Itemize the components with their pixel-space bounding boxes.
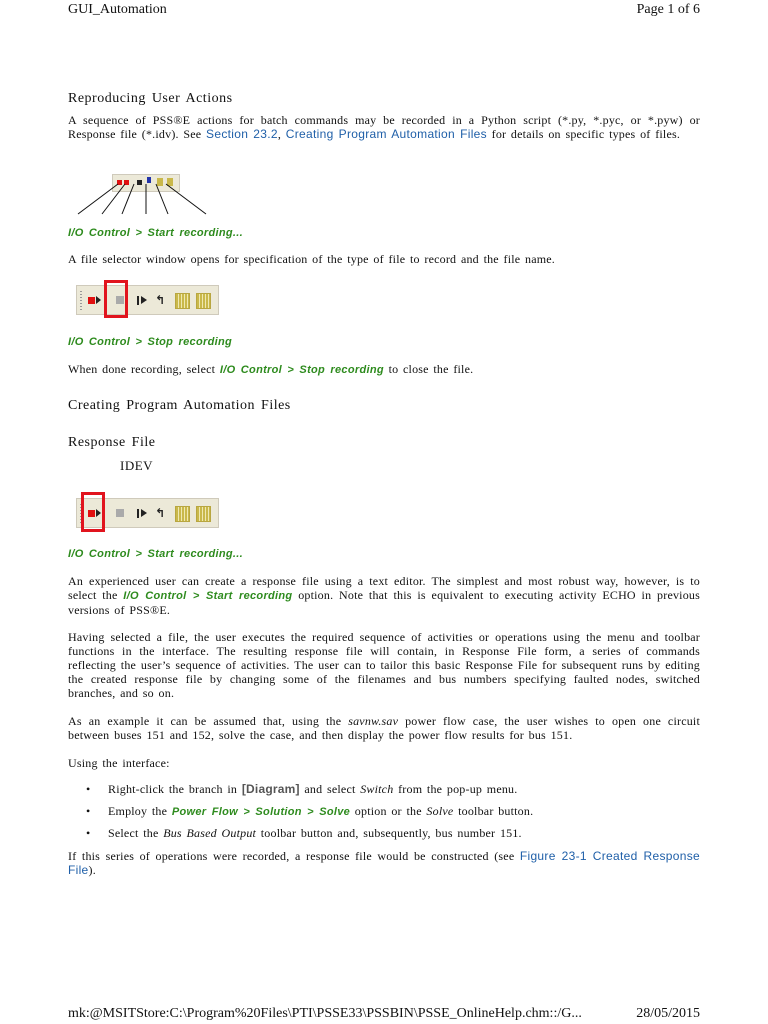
section-title-creating: Creating Program Automation Files (68, 398, 291, 413)
diagram-tag: [Diagram] (241, 782, 300, 796)
caption-start-recording: I/O Control > Start recording... (68, 227, 243, 239)
grid-report-icon[interactable] (196, 506, 211, 522)
caption-stop-recording: I/O Control > Stop recording (68, 336, 232, 348)
link-figure-23-1[interactable]: Figure 23-1 Created Response File (68, 849, 700, 877)
start-recording-icon[interactable] (88, 297, 95, 304)
bullet-power-flow: • Employ the Power Flow > Solution > Solve option or the Solve toolbar button. (108, 804, 533, 819)
header-title: GUI_Automation (68, 2, 167, 17)
run-program-icon[interactable]: ↰ (155, 506, 166, 520)
menu-path-solve: Power Flow > Solution > Solve (171, 806, 351, 818)
grid-output-icon[interactable] (175, 293, 190, 309)
caption-start-recording-2: I/O Control > Start recording... (68, 548, 243, 560)
link-creating-automation-files[interactable]: Creating Program Automation Files (285, 127, 487, 141)
footer-path: mk:@MSITStore:C:\Program%20Files\PTI\PSSE33\PSSBIN\PSSE_OnlineHelp.chm::/G... (68, 1006, 582, 1021)
idev-label: IDEV (120, 458, 154, 473)
run-program-icon[interactable]: ↰ (155, 293, 166, 307)
play-bar-icon (137, 509, 139, 518)
paragraph-experienced-user: An experienced user can create a response file using a text editor. The simplest and most robust way, however, is to select the I/O Control > Start recording option. Note that this is equivalent to executing activity ECHO in previous versions of PSS®E. (68, 574, 700, 617)
link-section-23-2[interactable]: Section 23.2 (206, 127, 278, 141)
bullet-right-click: • Right-click the branch in [Diagram] and select Switch from the pop-up menu. (108, 782, 517, 797)
paragraph-example: As an example it can be assumed that, using the savnw.sav power flow case, the user wishes to open one circuit between buses 151 and 152, solve the case, and then display the power flow results for bus 151. (68, 714, 700, 742)
paragraph-having-selected: Having selected a file, the user executes the required sequence of activities or operations using the menu and toolbar functions in the interface. The resulting response file will contain, in Response File form, a series of commands reflecting the user’s sequence of activities. The user can to tailor this basic Response File for subsequent runs by editing the created response file by changing some of the filenames and bus numbers specifying faulted nodes, switched branches, and so on. (68, 630, 700, 700)
grid-output-icon[interactable] (175, 506, 190, 522)
play-response-icon[interactable] (141, 509, 147, 517)
record-arrow-icon (96, 296, 101, 304)
grid-report-icon[interactable] (196, 293, 211, 309)
section-title-reproducing: Reproducing User Actions (68, 91, 233, 106)
play-response-icon[interactable] (141, 296, 147, 304)
toolbar-diagram (68, 170, 218, 216)
menu-path-start: I/O Control > Start recording (123, 590, 293, 602)
toolbar-grip (80, 291, 82, 311)
paragraph-done-recording: When done recording, select I/O Control > Stop recording to close the file. (68, 362, 474, 376)
record-highlight-box (81, 492, 105, 532)
paragraph-intro: A sequence of PSS®E actions for batch commands may be recorded in a Python script (*.py, *.pyc, or *.pyw) or Response file (*.idv). See Section 23.2, Creating Program Automation Files for details on specific types of files. (68, 113, 700, 141)
stop-recording-icon[interactable] (116, 509, 124, 517)
page-number: Page 1 of 6 (636, 2, 700, 17)
callout-arrows (68, 170, 218, 216)
footer-date: 28/05/2015 (636, 1006, 700, 1021)
stop-highlight-box (104, 280, 128, 318)
paragraph-using-interface: Using the interface: (68, 756, 170, 770)
bullet-bus-output: • Select the Bus Based Output toolbar button and, subsequently, bus number 151. (108, 826, 522, 841)
play-bar-icon (137, 296, 139, 305)
paragraph-file-selector: A file selector window opens for specification of the type of file to record and the file name. (68, 252, 556, 266)
section-title-response-file: Response File (68, 435, 156, 450)
menu-path-stop: I/O Control > Stop recording (219, 364, 384, 376)
toolbar-stop-recording (76, 285, 219, 315)
paragraph-conclusion: If this series of operations were recorded, a response file would be constructed (see Figure 23-1 Created Response File). (68, 849, 700, 877)
